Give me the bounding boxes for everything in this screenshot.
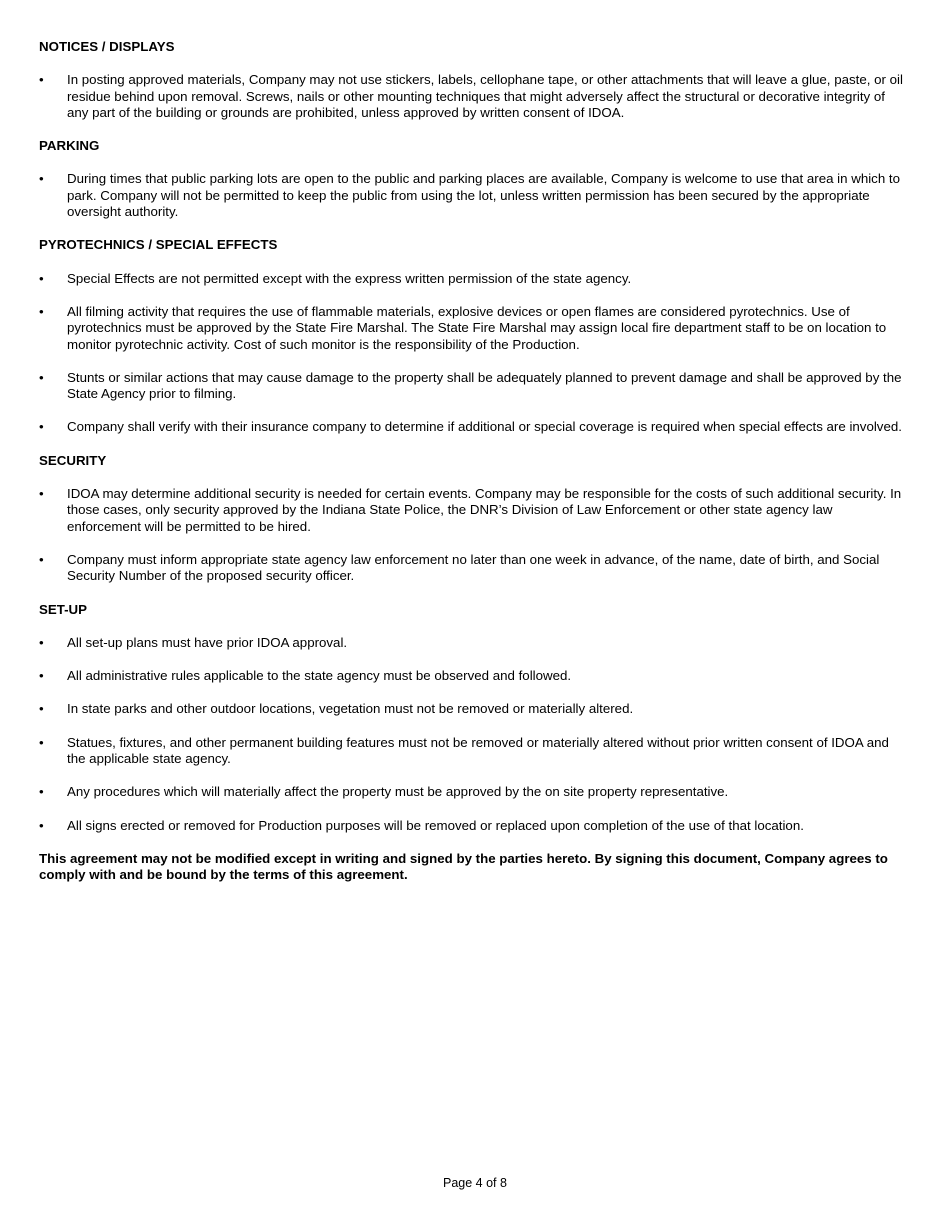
bullet-icon: • xyxy=(39,551,44,567)
list-item-text: All set-up plans must have prior IDOA approval. xyxy=(67,634,348,650)
list-item xyxy=(39,271,907,287)
list-item-text: Statues, fixtures, and other permanent building features must not be removed or materially altered without prior written consent of IDOA and the applicable state agency. xyxy=(67,734,889,767)
list-item-text: All administrative rules applicable to the state agency must be observed and followed. xyxy=(67,668,572,684)
section-heading: SECURITY xyxy=(39,452,107,468)
list-item xyxy=(39,419,907,435)
list-item xyxy=(39,635,907,651)
section-notices-displays xyxy=(39,39,907,121)
list-item xyxy=(39,304,907,353)
bullet-icon: • xyxy=(39,72,44,88)
list-item xyxy=(39,552,907,585)
list-item-text: Any procedures which will materially affect the property must be approved by the on site property representative. xyxy=(67,784,729,800)
section-heading: PARKING xyxy=(39,138,100,154)
section-parking xyxy=(39,138,907,220)
bullet-icon: • xyxy=(39,734,44,750)
list-item-text: Stunts or similar actions that may cause damage to the property shall be adequately planned to prevent damage and shall be approved by the State Agency prior to filming. xyxy=(67,369,902,402)
bullet-list xyxy=(39,271,907,436)
list-item-text: All filming activity that requires the use of flammable materials, explosive devices or open flames are considered pyrotechnics. Use of pyrotechnics must be approved by the State Fire Marshal. The State Fire Marshal may assign local fire department staff to be on location to monitor pyrotechnic activity. Cost of such monitor is the responsibility of the Production. xyxy=(67,303,887,352)
list-item xyxy=(39,72,907,121)
bullet-icon: • xyxy=(39,303,44,319)
bullet-list xyxy=(39,171,907,220)
list-item-text: In state parks and other outdoor locations, vegetation must not be removed or materially altered. xyxy=(67,701,634,717)
bullet-list xyxy=(39,72,907,121)
list-item-text: Special Effects are not permitted except with the express written permission of the state agency. xyxy=(67,270,632,286)
bullet-list xyxy=(39,486,907,584)
list-item xyxy=(39,486,907,535)
list-item-text: In posting approved materials, Company may not use stickers, labels, cellophane tape, or other attachments that will leave a glue, paste, or oil residue behind upon removal. Screws, nails or other mounting techniques that might adversely affect the structural or decorative integrity of any part of the building or grounds are prohibited, unless approved by written consent of IDOA. xyxy=(67,72,903,120)
list-item-text: During times that public parking lots are open to the public and parking places are available, Company is welcome to use that area in which to park. Company will not be permitted to keep the public from using the lot, unless written permission has been secured by the appropriate oversight authority. xyxy=(67,171,900,220)
list-item-text: IDOA may determine additional security is needed for certain events. Company may be responsible for the costs of such additional security. In those cases, only security approved by the Indiana State Police, the DNR’s Division of Law Enforcement or other state agency law enforcement will be permitted to be hired. xyxy=(67,486,902,534)
section-heading: PYROTECHNICS / SPECIAL EFFECTS xyxy=(39,237,278,253)
list-item xyxy=(39,668,907,684)
bullet-icon: • xyxy=(39,486,44,502)
bullet-icon: • xyxy=(39,369,44,385)
bullet-icon: • xyxy=(39,419,44,435)
page-number: Page 4 of 8 xyxy=(443,1176,507,1190)
bullet-icon: • xyxy=(39,668,44,684)
section-pyrotechnics-special-effects xyxy=(39,237,907,435)
list-item xyxy=(39,818,907,834)
section-heading: SET-UP xyxy=(39,601,88,617)
list-item xyxy=(39,784,907,800)
bullet-icon: • xyxy=(39,270,44,286)
section-heading: NOTICES / DISPLAYS xyxy=(39,39,175,54)
list-item-text: Company must inform appropriate state agency law enforcement no later than one week in advance, of the name, date of birth, and Social Security Number of the proposed security officer. xyxy=(67,551,880,584)
closing-statement: This agreement may not be modified except in writing and signed by the parties hereto. By signing this document, Company agrees to comply with and be bound by the terms of this agreement. xyxy=(39,850,888,883)
list-item-text: All signs erected or removed for Production purposes will be removed or replaced upon completion of the use of that location. xyxy=(67,817,804,833)
list-item xyxy=(39,735,907,768)
bullet-icon: • xyxy=(39,701,44,717)
bullet-icon: • xyxy=(39,171,44,187)
section-security xyxy=(39,453,907,585)
list-item xyxy=(39,171,907,220)
bullet-list xyxy=(39,635,907,834)
list-item-text: Company shall verify with their insurance company to determine if additional or special coverage is required when special effects are involved. xyxy=(67,419,902,435)
bullet-icon: • xyxy=(39,634,44,650)
bullet-icon: • xyxy=(39,784,44,800)
list-item xyxy=(39,370,907,403)
section-set-up xyxy=(39,602,907,834)
document-page xyxy=(39,39,907,884)
bullet-icon: • xyxy=(39,817,44,833)
list-item xyxy=(39,701,907,717)
